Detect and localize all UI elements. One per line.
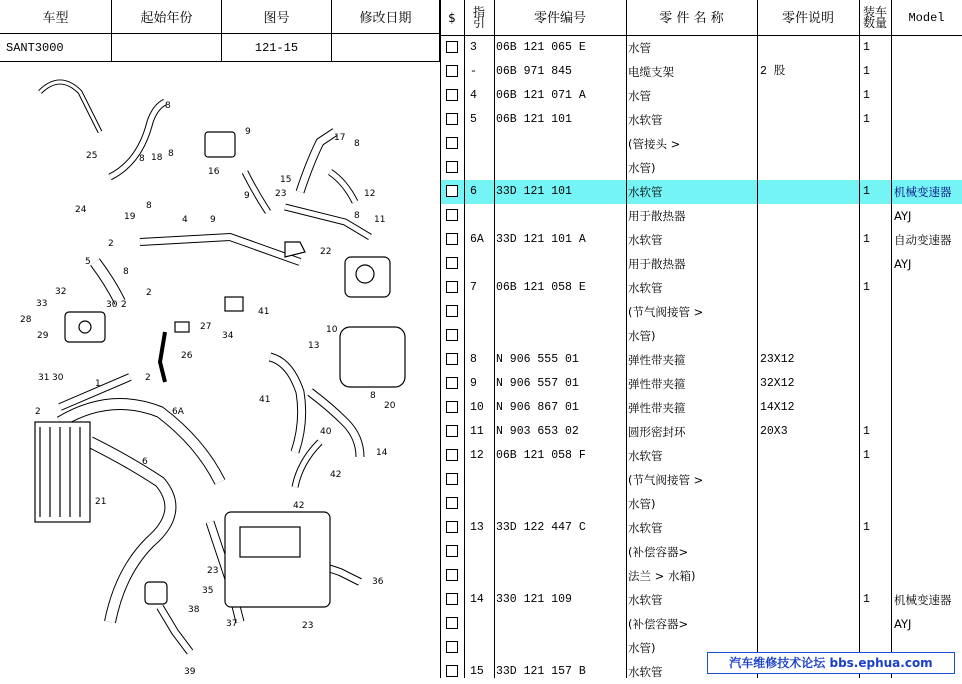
svg-text:29: 29: [37, 331, 49, 341]
cell-part-no: 06B 971 845: [496, 65, 572, 78]
cell-part-name: 水管): [628, 497, 656, 511]
cell-part-desc: 2 股: [760, 65, 786, 78]
cell-part-name: 水管: [628, 89, 651, 103]
col-header-model: Model: [908, 10, 945, 25]
cell-part-name: 弹性带夹箍: [628, 377, 686, 391]
svg-text:2: 2: [121, 300, 127, 310]
svg-text:11: 11: [374, 215, 386, 225]
header-label-figure-no: 图号: [222, 0, 332, 34]
row-checkbox[interactable]: [446, 65, 458, 77]
svg-text:1: 1: [95, 379, 101, 389]
cell-model: AYJ: [894, 209, 912, 223]
cell-part-name: 水软管: [628, 281, 663, 295]
header-value-model: SANT3000: [0, 34, 112, 62]
cell-part-name: 水软管: [628, 665, 663, 679]
cell-part-no: N 906 557 01: [496, 377, 579, 390]
row-checkbox[interactable]: [446, 425, 458, 437]
cell-part-name: 水管): [628, 641, 656, 655]
cell-qty: 1: [863, 89, 870, 102]
svg-text:8: 8: [168, 149, 174, 159]
callout-labels: [20, 101, 396, 677]
table-row[interactable]: [440, 276, 962, 300]
cell-ref: 9: [470, 377, 477, 390]
row-checkbox[interactable]: [446, 137, 458, 149]
cell-qty: 1: [863, 233, 870, 246]
cell-part-name: 水软管: [628, 449, 663, 463]
cell-part-desc: 14X12: [760, 401, 795, 414]
table-row[interactable]: [440, 60, 962, 84]
svg-text:19: 19: [124, 212, 136, 222]
row-checkbox[interactable]: [446, 41, 458, 53]
svg-text:21: 21: [95, 497, 107, 507]
svg-text:23: 23: [207, 566, 219, 576]
col-header-part-desc: 零件说明: [781, 10, 834, 26]
cell-model: AYJ: [894, 257, 912, 271]
row-checkbox[interactable]: [446, 281, 458, 293]
col-divider: [440, 0, 441, 678]
svg-text:42: 42: [330, 470, 342, 480]
row-checkbox[interactable]: [446, 185, 458, 197]
cell-part-name: (节气阀接管 >: [628, 305, 704, 319]
cell-part-no: 06B 121 071 A: [496, 89, 586, 102]
svg-text:42: 42: [293, 501, 305, 511]
component-outlines: [35, 132, 405, 607]
table-row[interactable]: [440, 300, 962, 324]
cell-part-name: 法兰 > 水箱): [628, 569, 696, 583]
header-label-start-year: 起始年份: [112, 0, 222, 34]
svg-text:35: 35: [202, 586, 214, 596]
cell-part-no: 06B 121 058 F: [496, 449, 586, 462]
cell-part-no: 06B 121 058 E: [496, 281, 586, 294]
cell-part-no: 06B 121 065 E: [496, 41, 586, 54]
cell-ref: 7: [470, 281, 477, 294]
row-checkbox[interactable]: [446, 473, 458, 485]
col-divider: [464, 0, 465, 678]
header-value-start-year: [112, 34, 222, 62]
svg-text:39: 39: [184, 667, 196, 677]
cell-part-no: 33D 121 101: [496, 185, 572, 198]
col-header-qty: [859, 0, 891, 36]
cell-part-name: 水软管: [628, 233, 663, 247]
svg-text:2: 2: [146, 288, 152, 298]
cell-part-name: 用于散热器: [628, 257, 686, 271]
svg-text:32: 32: [55, 287, 67, 297]
table-row[interactable]: [440, 108, 962, 132]
svg-text:22: 22: [320, 247, 332, 257]
cell-qty: 1: [863, 521, 870, 534]
cell-part-no: N 903 653 02: [496, 425, 579, 438]
parts-table: [440, 0, 962, 678]
row-checkbox[interactable]: [446, 401, 458, 413]
svg-text:37: 37: [226, 619, 238, 629]
row-checkbox[interactable]: [446, 353, 458, 365]
col-header-qty-bottom: 数量: [862, 16, 887, 30]
cell-qty: 1: [863, 41, 870, 54]
cell-part-name: (补偿容器>: [628, 545, 689, 559]
cell-qty: 1: [863, 281, 870, 294]
table-row[interactable]: [440, 372, 962, 396]
svg-text:41: 41: [258, 307, 270, 317]
svg-text:23: 23: [302, 621, 314, 631]
col-header-part-no: 零件编号: [533, 10, 586, 26]
table-row[interactable]: [440, 516, 962, 540]
cell-qty: 1: [863, 113, 870, 126]
svg-text:8: 8: [146, 201, 152, 211]
cell-part-no: 330 121 109: [496, 593, 572, 606]
svg-text:18: 18: [151, 153, 163, 163]
table-row[interactable]: [440, 492, 962, 516]
cell-part-desc: 23X12: [760, 353, 795, 366]
svg-text:33: 33: [36, 299, 48, 309]
svg-text:41: 41: [259, 395, 271, 405]
svg-text:6: 6: [142, 457, 148, 467]
table-row[interactable]: [440, 36, 962, 60]
svg-text:5: 5: [85, 257, 91, 267]
table-row[interactable]: [440, 540, 962, 564]
col-divider: [859, 0, 860, 678]
svg-text:16: 16: [208, 167, 220, 177]
cell-part-name: 用于散热器: [628, 209, 686, 223]
svg-text:40: 40: [320, 427, 332, 437]
row-checkbox[interactable]: [446, 449, 458, 461]
cell-part-name: 水软管: [628, 185, 663, 199]
cell-qty: 1: [863, 425, 870, 438]
cell-ref: 6: [470, 185, 477, 198]
table-row[interactable]: [440, 612, 962, 636]
cell-model: 自动变速器: [894, 233, 952, 247]
svg-text:23: 23: [275, 189, 287, 199]
cell-part-name: 弹性带夹箍: [628, 401, 686, 415]
table-row[interactable]: [440, 180, 962, 204]
header-value-mod-date: [332, 34, 440, 62]
cell-ref: 4: [470, 89, 477, 102]
cell-part-name: (节气阀接管 >: [628, 473, 704, 487]
row-checkbox[interactable]: [446, 89, 458, 101]
row-checkbox[interactable]: [446, 521, 458, 533]
cell-ref: 13: [470, 521, 484, 534]
forum-watermark: 汽车维修技术论坛 bbs.ephua.com: [707, 652, 955, 674]
header-value-figure-no: 121-15: [222, 34, 332, 62]
svg-text:8: 8: [123, 267, 129, 277]
table-row[interactable]: [440, 324, 962, 348]
exploded-parts-diagram: [0, 62, 440, 678]
col-divider: [494, 0, 495, 678]
row-checkbox[interactable]: [446, 569, 458, 581]
row-checkbox[interactable]: [446, 641, 458, 653]
header-label-mod-date: 修改日期: [332, 0, 440, 34]
table-row[interactable]: [440, 420, 962, 444]
svg-text:17: 17: [334, 133, 346, 143]
row-checkbox[interactable]: [446, 209, 458, 221]
svg-text:13: 13: [308, 341, 320, 351]
cell-part-name: 圆形密封环: [628, 425, 686, 439]
table-row[interactable]: [440, 564, 962, 588]
row-checkbox[interactable]: [446, 545, 458, 557]
cell-part-name: 水管: [628, 41, 651, 55]
cell-part-no: 06B 121 101: [496, 113, 572, 126]
svg-text:31: 31: [38, 373, 50, 383]
svg-text:27: 27: [200, 322, 212, 332]
svg-text:8: 8: [354, 211, 360, 221]
table-row[interactable]: [440, 156, 962, 180]
cell-part-name: 水软管: [628, 521, 663, 535]
svg-text:2: 2: [108, 239, 114, 249]
table-row[interactable]: [440, 396, 962, 420]
table-row[interactable]: [440, 252, 962, 276]
svg-text:8: 8: [165, 101, 171, 111]
col-divider: [626, 0, 627, 678]
svg-text:30: 30: [106, 300, 118, 310]
cell-ref: 12: [470, 449, 484, 462]
table-row[interactable]: [440, 348, 962, 372]
cell-ref: 11: [470, 425, 484, 438]
cell-ref: 10: [470, 401, 484, 414]
svg-text:10: 10: [326, 325, 338, 335]
cell-part-desc: 20X3: [760, 425, 788, 438]
row-checkbox[interactable]: [446, 497, 458, 509]
row-checkbox[interactable]: [446, 329, 458, 341]
svg-text:36: 36: [372, 577, 384, 587]
cell-part-name: 电缆支架: [628, 65, 674, 79]
table-row[interactable]: [440, 468, 962, 492]
cell-part-no: 33D 121 101 A: [496, 233, 586, 246]
row-checkbox[interactable]: [446, 257, 458, 269]
cell-ref: 6A: [470, 233, 484, 246]
svg-text:8: 8: [139, 154, 145, 164]
row-checkbox[interactable]: [446, 305, 458, 317]
col-divider: [757, 0, 758, 678]
col-header-dollar: $: [448, 10, 456, 25]
svg-text:30: 30: [52, 373, 64, 383]
row-checkbox[interactable]: [446, 233, 458, 245]
svg-text:8: 8: [370, 391, 376, 401]
svg-text:28: 28: [20, 315, 32, 325]
col-header-ref: [464, 0, 494, 36]
cell-model: 机械变速器: [894, 185, 952, 199]
row-checkbox[interactable]: [446, 665, 458, 677]
svg-text:9: 9: [245, 127, 251, 137]
cell-model: AYJ: [894, 617, 912, 631]
cell-ref: 15: [470, 665, 484, 678]
cell-ref: 3: [470, 41, 477, 54]
cell-part-no: N 906 867 01: [496, 401, 579, 414]
svg-text:2: 2: [35, 407, 41, 417]
cell-part-name: 水软管: [628, 113, 663, 127]
row-checkbox[interactable]: [446, 161, 458, 173]
cell-qty: 1: [863, 65, 870, 78]
cell-ref: 8: [470, 353, 477, 366]
cell-part-name: (补偿容器>: [628, 617, 689, 631]
row-checkbox[interactable]: [446, 113, 458, 125]
svg-text:9: 9: [244, 191, 250, 201]
svg-text:8: 8: [354, 139, 360, 149]
cell-ref: 14: [470, 593, 484, 606]
col-header-part-name: 零 件 名 称: [659, 10, 724, 26]
cell-ref: 5: [470, 113, 477, 126]
cell-ref: -: [470, 65, 477, 78]
svg-text:6A: 6A: [172, 407, 184, 417]
cell-part-name: (管接头 >: [628, 137, 681, 151]
svg-text:38: 38: [188, 605, 200, 615]
svg-text:2: 2: [145, 373, 151, 383]
row-checkbox[interactable]: [446, 377, 458, 389]
svg-text:12: 12: [364, 189, 376, 199]
table-row[interactable]: [440, 132, 962, 156]
cell-part-desc: 32X12: [760, 377, 795, 390]
svg-text:4: 4: [182, 215, 188, 225]
cell-qty: 1: [863, 185, 870, 198]
cell-part-no: N 906 555 01: [496, 353, 579, 366]
table-row[interactable]: [440, 204, 962, 228]
svg-text:25: 25: [86, 151, 98, 161]
col-divider: [891, 0, 892, 678]
cell-part-no: 33D 121 157 B: [496, 665, 586, 678]
svg-text:34: 34: [222, 331, 234, 341]
cell-qty: 1: [863, 593, 870, 606]
svg-text:20: 20: [384, 401, 396, 411]
cell-part-name: 水管): [628, 161, 656, 175]
cell-part-name: 弹性带夹箍: [628, 353, 686, 367]
svg-text:24: 24: [75, 205, 87, 215]
figure-header: [0, 0, 440, 62]
table-row[interactable]: [440, 588, 962, 612]
table-row[interactable]: [440, 228, 962, 252]
svg-text:15: 15: [280, 175, 292, 185]
table-row[interactable]: [440, 444, 962, 468]
col-header-qty-top: 装车: [862, 5, 887, 19]
svg-text:9: 9: [210, 215, 216, 225]
parts-table-header: [440, 0, 962, 36]
cell-qty: 1: [863, 449, 870, 462]
table-row[interactable]: [440, 84, 962, 108]
cell-model: 机械变速器: [894, 593, 952, 607]
header-label-model: 车型: [0, 0, 112, 34]
col-header-ref-top: 指: [472, 5, 485, 19]
cell-part-name: 水软管: [628, 593, 663, 607]
col-header-ref-bottom: 引: [472, 16, 485, 30]
row-checkbox[interactable]: [446, 593, 458, 605]
cell-part-no: 33D 122 447 C: [496, 521, 586, 534]
row-checkbox[interactable]: [446, 617, 458, 629]
svg-text:26: 26: [181, 351, 193, 361]
cell-part-name: 水管): [628, 329, 656, 343]
svg-text:14: 14: [376, 448, 388, 458]
